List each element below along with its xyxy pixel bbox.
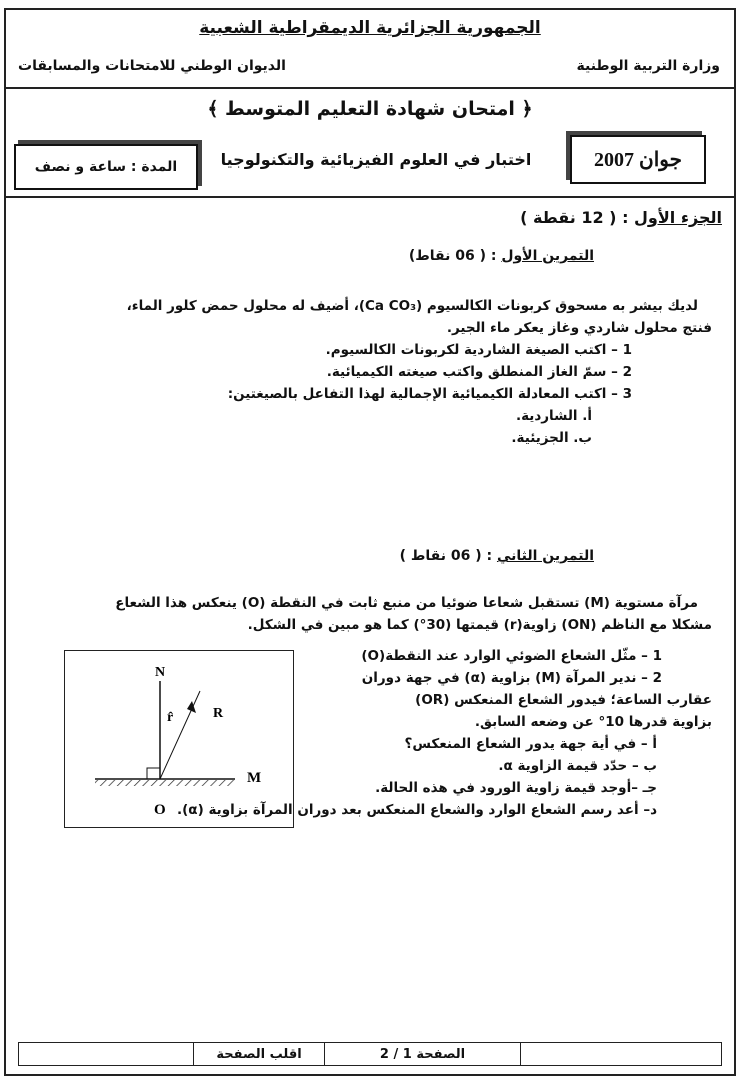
ministry-label: وزارة التربية الوطنية (576, 58, 720, 74)
exercise1-points: : ( 06 نقاط) (408, 248, 497, 264)
page-footer (18, 1042, 722, 1066)
exercise1-heading (409, 248, 594, 264)
right-angle-marker (147, 768, 160, 779)
part1-points: : ( 12 نقطة ) (520, 208, 629, 227)
exercise2-title: التمرين الثاني (496, 548, 594, 564)
part1-heading (520, 208, 722, 227)
exercise2-intro (12, 592, 712, 636)
date-box: جوان 2007 (570, 135, 706, 184)
exercise1-intro-line: فنتج محلول شاردي وغاز يعكر ماء الجير. (446, 320, 712, 336)
exam-page (4, 8, 736, 1076)
reflection-figure (64, 650, 294, 828)
duration-box: المدة : ساعة و نصف (14, 144, 198, 190)
normal-label: N (155, 665, 166, 680)
exercise2-subitem: د– أعد رسم الشعاع الوارد والشعاع المنعكس بعد دوران المرآة بزاوية (α). (176, 802, 657, 818)
footer-blank-cell (520, 1043, 721, 1065)
subject-title: اختبار في العلوم الفيزيائية والتكنولوجيا (220, 150, 532, 169)
exercise2-points: : ( 06 نقاط ) (399, 548, 493, 564)
angle-label: r̂ (167, 710, 174, 725)
exam-title: ﴿ امتحان شهادة التعليم المتوسط ﴾ (207, 98, 533, 120)
exercise1-intro-line: لديك بيشر به مسحوق كربونات الكالسيوم (Ca CO₃)، أضيف له محلول حمض كلور الماء، (126, 298, 698, 314)
exercise2-questions (176, 645, 712, 821)
exercise1-title: التمرين الأول (501, 248, 594, 264)
exercise2-question: عقارب الساعة؛ فيدور الشعاع المنعكس (OR) (415, 692, 712, 708)
exercise2-intro-line: مشكلا مع الناظم (ON) زاوية(r) قيمتها (30°) كما هو مبين في الشكل. (247, 617, 712, 633)
exercise1-question: 3 – اكتب المعادلة الكيميائية الإجمالية لهذا التفاعل بالصيغتين: (227, 386, 632, 402)
exercise2-question: بزاوية قدرها 10° عن وضعه السابق. (474, 714, 712, 730)
exercise2-intro-line: مرآة مستوية (M) تستقبل شعاعا ضوئيا من منبع ثابت في النقطة (O) ينعكس هذا الشعاع (115, 595, 698, 611)
page-number: الصفحة 1 / 2 (324, 1043, 520, 1065)
exercise1-question: 1 – اكتب الصيغة الشاردية لكربونات الكالسيوم. (325, 342, 632, 358)
exercise2-heading (400, 548, 594, 564)
header (6, 10, 734, 89)
mirror-label: M (247, 770, 262, 786)
exercise2-subitem: ب – حدّد قيمة الزاوية α. (498, 758, 657, 774)
exercise1-question: 2 – سمّ الغاز المنطلق واكتب صيغته الكيميائية. (326, 364, 632, 380)
exercise1-subitem: ب. الجزيئية. (511, 430, 592, 446)
exercise2-question: 2 – ندير المرآة (M) بزاوية (α) في جهة دوران (361, 670, 662, 686)
exercise2-question: 1 – مثّل الشعاع الضوئي الوارد عند النقطة(O) (361, 648, 662, 664)
header-divider (6, 196, 734, 198)
exercise2-subitem: جـ –أوجد قيمة زاوية الورود في هذه الحالة. (375, 780, 657, 796)
point-label: O (154, 802, 166, 818)
exercise1-body (12, 295, 712, 449)
reflected-ray (160, 691, 200, 779)
exercise1-subitem: أ. الشاردية. (515, 408, 592, 424)
ray-label: R (213, 706, 224, 721)
republic-title: الجمهورية الجزائرية الديمقراطية الشعبية (199, 18, 541, 38)
exercise2-subitem: أ – في أية جهة يدور الشعاع المنعكس؟ (404, 736, 657, 752)
part1-title: الجزء الأول (634, 208, 722, 227)
office-label: الديوان الوطني للامتحانات والمسابقات (18, 58, 286, 74)
turn-page-label: اقلب الصفحة (193, 1043, 324, 1065)
mirror-hatching (95, 780, 235, 786)
